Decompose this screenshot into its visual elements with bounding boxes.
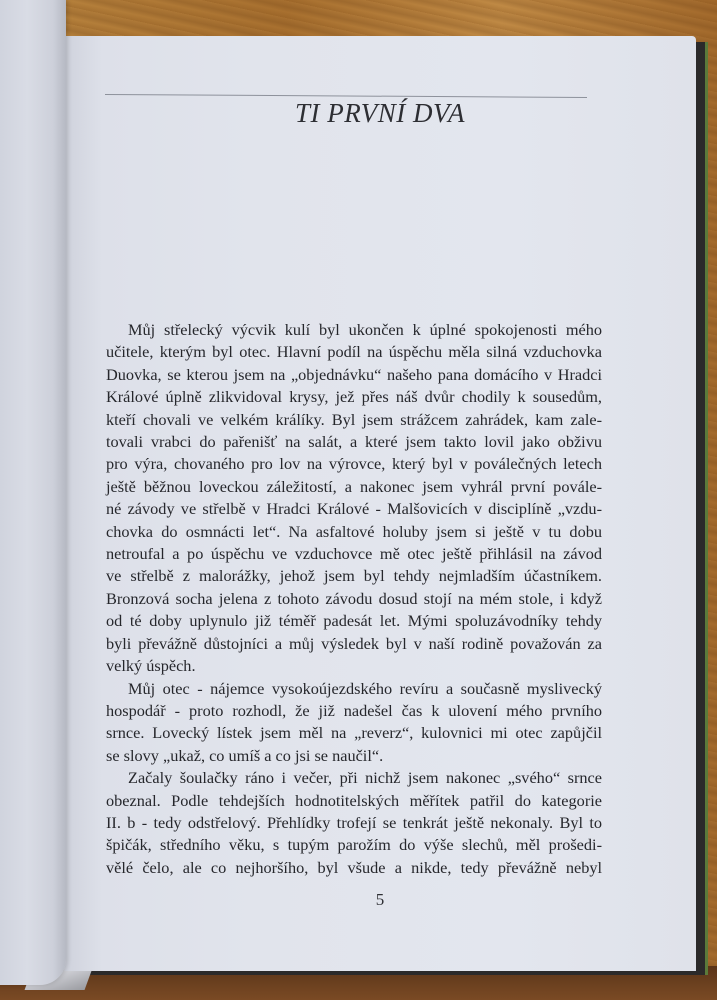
text-line: né závody ve střelbě v Hradci Králové - Malšovicích v disciplíně „vzdu- bbox=[106, 499, 602, 519]
paragraph bbox=[106, 678, 602, 768]
text-line: Duovka, se kterou jsem na „objednávku“ našeho pana domácího v Hradci bbox=[106, 364, 602, 384]
text-line: hospodář - proto rozhodl, že již nadešel čas k ulovení mého prvního bbox=[106, 700, 602, 720]
text-line: od té doby uplynulo již téměř padesát let. Mými spoluzávodníky tehdy bbox=[106, 611, 602, 631]
text-line: Začaly šoulačky ráno i večer, při nichž jsem nakonec „svého“ srnce bbox=[128, 768, 602, 788]
text-line: byli převážně důstojníci a můj výsledek byl v naší rodině považován za bbox=[106, 633, 602, 653]
text-line: učitele, kterým byl otec. Hlavní podíl na úspěchu měla silná vzduchovka bbox=[106, 342, 602, 362]
text-line: Bronzová socha jelena z tohoto závodu dosud stojí na mém stole, i když bbox=[106, 588, 602, 608]
text-line: Králové úplně zlikvidoval krysy, jež přes náš dvůr chodily k sousedům, bbox=[106, 387, 602, 407]
body-text bbox=[106, 319, 602, 879]
text-line: srnce. Lovecký lístek jsem měl na „reverz“, kulovnici mi otec zapůjčil bbox=[106, 723, 602, 743]
text-line: obeznal. Podle tehdejších hodnotitelských měřítek patřil do kategorie bbox=[106, 790, 602, 810]
paragraph bbox=[106, 767, 602, 879]
book-page bbox=[64, 36, 696, 971]
text-line: vělé čelo, ale co nejhoršího, byl všude a nikde, tedy převážně nebyl bbox=[106, 857, 602, 877]
text-line: II. b - tedy odstřelový. Přehlídky trofejí se tenkrát ještě nekonaly. Byl to bbox=[106, 812, 602, 832]
chapter-title: TI PRVNÍ DVA bbox=[295, 98, 465, 128]
left-page-edge bbox=[0, 0, 66, 985]
page-number: 5 bbox=[375, 890, 385, 909]
text-line: Můj otec - nájemce vysokoújezdského revíru a současně myslivecký bbox=[128, 678, 602, 698]
text-line: netroufal a po úspěchu ve vzduchovce mě otec ještě přihlásil na závod bbox=[106, 544, 602, 564]
text-line: ve střelbě z malorážky, jehož jsem byl tehdy nejmladším účastníkem. bbox=[106, 566, 602, 586]
text-line: tovali vrabci do pařenišť na salát, a které jsem takto lovil jako obživu bbox=[106, 432, 602, 452]
text-line: ještě běžnou loveckou záležitostí, a nakonec jsem vyhrál první povále- bbox=[106, 476, 602, 496]
text-line: chovka do osmnácti let“. Na asfaltové holuby jsem si ještě v tu dobu bbox=[106, 521, 602, 541]
text-line: špičák, středního věku, s tupým parožím do výše slechů, měl prošedi- bbox=[106, 835, 602, 855]
text-line: kteří chovali ve velkém králíky. Byl jsem strážcem zahrádek, kam zale- bbox=[106, 409, 602, 429]
text-line: velký úspěch. bbox=[106, 656, 196, 676]
text-line: pro výra, chovaného pro lov na výrovce, který byl v poválečných letech bbox=[106, 454, 602, 474]
text-line: se slovy „ukaž, co umíš a co jsi se naučil“. bbox=[106, 745, 384, 765]
text-line: Můj střelecký výcvik kulí byl ukončen k úplné spokojenosti mého bbox=[128, 320, 602, 339]
paragraph bbox=[106, 319, 602, 678]
